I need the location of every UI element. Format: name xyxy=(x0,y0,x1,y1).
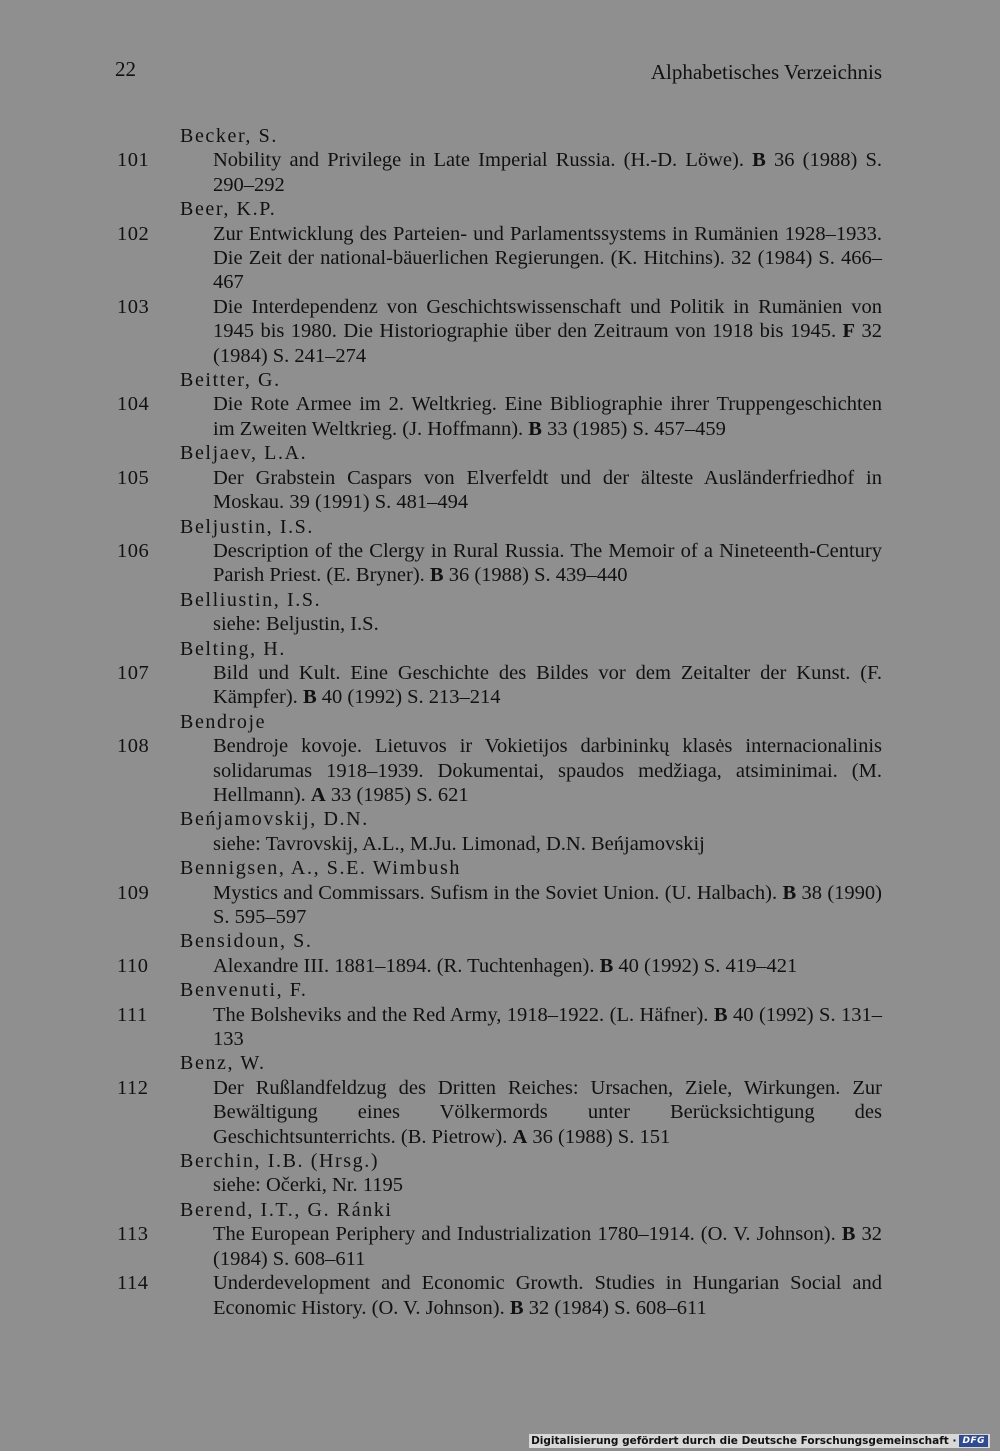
entry-type-mark: B xyxy=(713,1003,728,1026)
entry-number: 102 xyxy=(117,222,150,245)
entry-type-mark: F xyxy=(842,320,856,343)
entry-title: Zur Entwicklung des Parteien- und Parlamentssystems in Rumänien 1928–1933. Die Zeit der national-bäuerlichen Regierungen. (K. Hitchins). xyxy=(213,222,882,270)
entry-number: 109 xyxy=(117,881,150,904)
dfg-logo-icon: DFG xyxy=(959,1435,988,1447)
entry-title: Bendroje kovoje. Lietuvos ir Vokietijos darbininkų klasės internacionalinis solidarumas 1918–1939. Dokumentai, spaudos medžiaga, atsiminimai. (M. Hellmann). xyxy=(213,735,882,806)
entry-reference: 36 (1988) S. 439–440 xyxy=(448,564,628,587)
index-entry xyxy=(117,466,882,515)
entry-number: 111 xyxy=(117,1003,148,1026)
entry-number: 104 xyxy=(117,393,150,416)
see-also-reference: siehe: Tavrovskij, A.L., M.Ju. Limonad, D.N. Beńjamovskij xyxy=(213,832,705,855)
author-heading: Bensidoun, S. xyxy=(180,930,313,953)
author-heading: Berchin, I.B. (Hrsg.) xyxy=(180,1150,380,1173)
digitization-footer xyxy=(529,1434,990,1448)
author-heading: Bennigsen, A., S.E. Wimbush xyxy=(180,857,461,880)
entry-number: 110 xyxy=(117,954,149,977)
entry-reference: 40 (1992) S. 419–421 xyxy=(618,954,798,977)
entry-reference: 39 (1991) S. 481–494 xyxy=(289,491,469,514)
entry-number: 106 xyxy=(117,539,150,562)
author-heading: Berend, I.T., G. Ránki xyxy=(180,1198,393,1221)
entry-type-mark: B xyxy=(528,417,542,440)
author-heading: Belliustin, I.S. xyxy=(180,588,322,611)
entry-reference: 36 (1988) S. 290–292 xyxy=(213,149,883,196)
author-heading: Beljustin, I.S. xyxy=(180,515,315,538)
author-heading: Beer, K.P. xyxy=(180,198,277,221)
entry-title: Die Interdependenz von Geschichtswissenschaft und Politik in Rumänien von 1945 bis 1980. Die Historiographie über den Zeitraum von 1918 bis 1945. xyxy=(213,295,882,343)
see-also-reference: siehe: Očerki, Nr. 1195 xyxy=(213,1174,403,1197)
index-entry xyxy=(117,1076,882,1149)
index-entry xyxy=(117,1003,883,1052)
see-also-reference: siehe: Beljustin, I.S. xyxy=(213,613,379,636)
entry-type-mark: B xyxy=(302,686,317,709)
index-entries xyxy=(0,124,1000,1320)
index-entry xyxy=(117,539,882,588)
author-heading: Becker, S. xyxy=(180,125,278,147)
entry-type-mark: A xyxy=(310,783,326,806)
entry-reference: 32 (1984) S. 466–467 xyxy=(213,247,882,294)
index-entry xyxy=(117,392,882,441)
entry-title: Bild und Kult. Eine Geschichte des Bildes vor dem Zeitalter der Kunst. (F. Kämpfer). xyxy=(213,661,882,709)
entry-reference: 40 (1992) S. 131–133 xyxy=(213,1003,883,1051)
entry-reference: 32 (1984) S. 608–611 xyxy=(213,1223,883,1270)
entry-reference: 36 (1988) S. 151 xyxy=(532,1125,671,1148)
entry-title: The Bolsheviks and the Red Army, 1918–1922. (L. Häfner). xyxy=(213,1003,709,1026)
index-entry xyxy=(117,1222,883,1271)
entry-title: The European Periphery and Industrialization 1780–1914. (O. V. Johnson). xyxy=(213,1223,836,1246)
entry-number: 103 xyxy=(117,295,150,318)
index-entry xyxy=(117,661,882,710)
author-heading: Belting, H. xyxy=(180,637,286,660)
author-heading: Beitter, G. xyxy=(180,369,281,392)
author-heading: Bendroje xyxy=(180,710,267,733)
entry-type-mark: B xyxy=(782,881,797,904)
entry-title: Mystics and Commissars. Sufism in the Soviet Union. (U. Halbach). xyxy=(213,881,778,904)
entry-type-mark: B xyxy=(752,149,766,172)
entry-number: 108 xyxy=(117,735,150,758)
entry-reference: 32 (1984) S. 608–611 xyxy=(528,1296,707,1319)
entry-title: Alexandre III. 1881–1894. (R. Tuchtenhagen). xyxy=(213,954,595,977)
entry-title: Der Grabstein Caspars von Elverfeldt und der älteste Ausländerfriedhof in Moskau. xyxy=(213,466,882,514)
index-entry xyxy=(117,222,882,295)
entry-title: Underdevelopment and Economic Growth. Studies in Hungarian Social and Economic History. (O. V. Johnson). xyxy=(213,1272,882,1319)
entry-type-mark: B xyxy=(509,1296,524,1319)
entry-title: Der Rußlandfeldzug des Dritten Reiches: Ursachen, Ziele, Wirkungen. Zur Bewältigung eines Völkermords unter Berücksichtigung des Geschichtsunterrichts. (B. Pietrow). xyxy=(213,1076,882,1148)
entry-title: Die Rote Armee im 2. Weltkrieg. Eine Bibliographie ihrer Truppengeschichten im Zweiten Weltkrieg. (J. Hoffmann). xyxy=(213,393,882,440)
index-entry xyxy=(117,954,882,978)
entry-type-mark: B xyxy=(841,1223,856,1246)
entry-reference: 32 (1984) S. 241–274 xyxy=(213,320,882,367)
entry-type-mark: A xyxy=(512,1125,528,1148)
entry-reference: 40 (1992) S. 213–214 xyxy=(321,686,501,709)
index-entry xyxy=(117,295,882,368)
author-heading: Beljaev, L.A. xyxy=(180,442,308,465)
entry-reference: 38 (1990) S. 595–597 xyxy=(213,881,883,928)
entry-number: 113 xyxy=(117,1223,149,1246)
index-entry xyxy=(117,1271,882,1320)
entry-title: Description of the Clergy in Rural Russia. The Memoir of a Nineteenth-Century Parish Priest. (E. Bryner). xyxy=(213,539,882,587)
entry-number: 112 xyxy=(117,1076,149,1099)
author-heading: Benz, W. xyxy=(180,1052,266,1075)
entry-number: 105 xyxy=(117,466,150,489)
index-entry xyxy=(117,734,882,807)
page-number: 22 xyxy=(115,57,136,81)
index-entry xyxy=(117,148,883,197)
author-heading: Benvenuti, F. xyxy=(180,979,308,1002)
running-head: Alphabetisches Verzeichnis xyxy=(650,60,882,84)
entry-number: 114 xyxy=(117,1272,149,1295)
entry-reference: 33 (1985) S. 457–459 xyxy=(547,417,726,440)
entry-number: 101 xyxy=(117,149,150,172)
entry-title: Nobility and Privilege in Late Imperial Russia. (H.-D. Löwe). xyxy=(213,149,744,172)
index-entry xyxy=(117,881,883,930)
entry-type-mark: B xyxy=(599,954,614,977)
entry-reference: 33 (1985) S. 621 xyxy=(330,783,469,806)
entry-type-mark: B xyxy=(429,564,444,587)
footer-text: Digitalisierung gefördert durch die Deutsche Forschungsgemeinschaft · xyxy=(531,1435,957,1447)
author-heading: Beńjamovskij, D.N. xyxy=(180,808,369,831)
entry-number: 107 xyxy=(117,661,150,684)
